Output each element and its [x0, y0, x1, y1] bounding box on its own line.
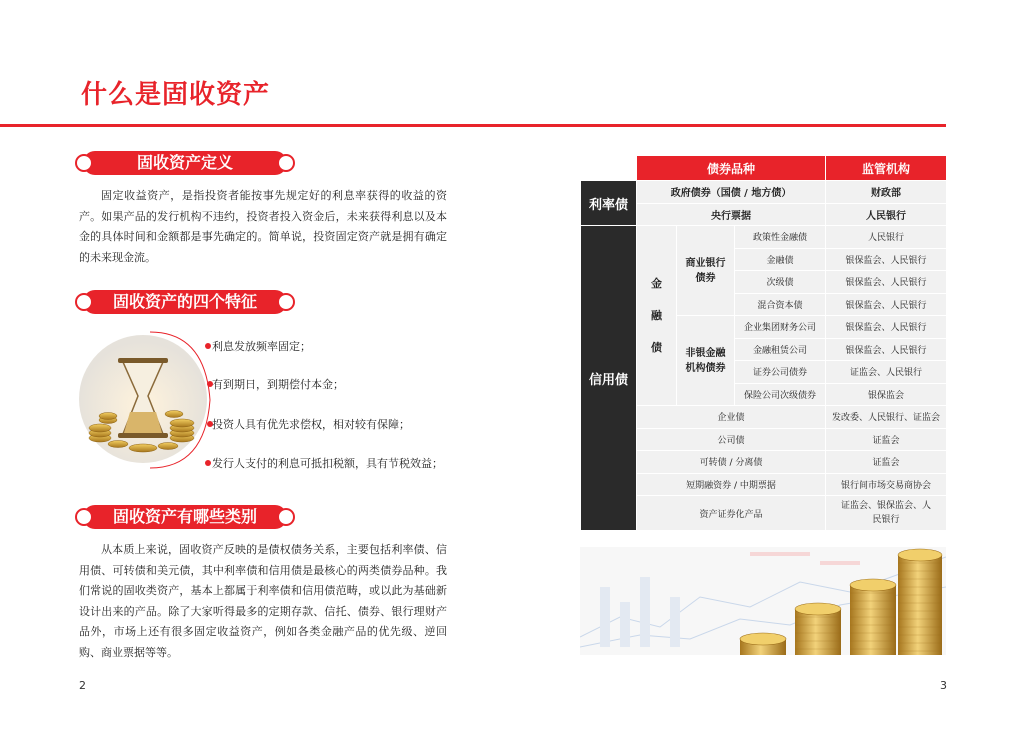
non-bank-bond-label: 非银金融机构债券	[677, 316, 735, 406]
table-cell: 证监会、人民银行	[826, 361, 947, 384]
feature-item: 投资人具有优先求偿权，相对较有保障；	[212, 418, 410, 431]
table-cell-text: 金	[651, 276, 662, 290]
table-cell-text: 融	[651, 308, 662, 322]
table-cell: 人民银行	[826, 203, 947, 226]
page-title: 什么是固收资产	[81, 80, 271, 110]
commercial-bank-bond-label: 商业银行债券	[677, 226, 735, 316]
table-cell: 资产证券化产品	[637, 496, 826, 531]
table-cell: 银保监会、人民银行	[826, 316, 947, 339]
definition-paragraph: 固定收益资产，是指投资者能按事先规定好的利息率获得的收益的资产。如果产品的发行机构不违约，投资者投入资金后，未来获得利息以及本金的具体时间和金额都是事先确定的。简单说，投资固定资产就是拥有确定的未来现金流。	[79, 189, 447, 264]
section-heading-categories	[83, 505, 287, 529]
table-cell: 人民银行	[826, 226, 947, 249]
rate-bond-label: 利率债	[581, 181, 637, 226]
table-cell: 银保监会、人民银行	[826, 338, 947, 361]
table-cell: 证监会	[826, 451, 947, 474]
feature-item: 发行人支付的利息可抵扣税额，具有节税效益；	[212, 457, 443, 470]
coin-stacks-photo	[580, 547, 946, 655]
section-heading-text: 固收资产的四个特征	[112, 292, 257, 311]
table-cell: 政府债券（国债 / 地方债）	[637, 181, 826, 204]
table-cell: 金融租赁公司	[735, 338, 826, 361]
table-cell: 公司债	[637, 428, 826, 451]
page-number-right: 3	[940, 679, 947, 692]
feature-item: 利息发放频率固定；	[212, 340, 311, 353]
table-row	[581, 226, 947, 249]
table-cell: 银保监会、人民银行	[826, 293, 947, 316]
credit-bond-label: 信用债	[581, 226, 637, 531]
features-connector-arc	[150, 330, 220, 470]
table-cell: 企业集团财务公司	[735, 316, 826, 339]
table-cell: 财政部	[826, 181, 947, 204]
table-cell: 银行间市场交易商协会	[826, 473, 947, 496]
table-cell: 发改委、人民银行、证监会	[826, 406, 947, 429]
financial-bond-label	[637, 226, 677, 406]
table-header-regulator: 监管机构	[826, 156, 947, 181]
table-cell: 可转债 / 分离债	[637, 451, 826, 474]
table-cell: 金融债	[735, 248, 826, 271]
table-cell: 保险公司次级债券	[735, 383, 826, 406]
table-cell: 银保监会、人民银行	[826, 271, 947, 294]
table-cell: 证监会	[826, 428, 947, 451]
section-heading-features	[83, 290, 287, 314]
feature-item: 有到期日，到期偿付本金；	[212, 378, 344, 391]
table-cell: 政策性金融债	[735, 226, 826, 249]
table-cell: 次级债	[735, 271, 826, 294]
bond-category-table	[580, 155, 947, 531]
feature-bullet	[205, 343, 211, 349]
table-cell: 央行票据	[637, 203, 826, 226]
table-cell: 银保监会	[826, 383, 947, 406]
table-cell: 银保监会、人民银行	[826, 248, 947, 271]
table-header-variety: 债券品种	[637, 156, 826, 181]
title-divider	[0, 124, 946, 127]
section-heading-definition	[83, 151, 287, 175]
table-cell: 短期融资券 / 中期票据	[637, 473, 826, 496]
page-number-left: 2	[79, 679, 86, 692]
categories-paragraph: 从本质上来说，固收资产反映的是债权债务关系，主要包括利率债、信用债、可转债和美元债，其中利率债和信用债是最核心的两类债券品种。我们常说的固收类资产，基本上都属于利率债和信用债范畴，或以此为基础新设计出来的产品。除了大家听得最多的定期存款、信托、债券、银行理财产品外，市场上还有很多固定收益资产，例如各类金融产品的优先级、逆回购、商业票据等等。	[79, 543, 447, 659]
table-row	[581, 181, 947, 204]
table-cell: 混合资本债	[735, 293, 826, 316]
feature-bullet	[205, 460, 211, 466]
table-cell: 证监会、银保监会、人民银行	[826, 496, 947, 531]
section-heading-text: 固收资产有哪些类别	[112, 507, 257, 526]
table-cell: 证券公司债券	[735, 361, 826, 384]
section-heading-text: 固收资产定义	[136, 153, 233, 172]
table-cell: 企业债	[637, 406, 826, 429]
table-header	[581, 156, 637, 181]
table-cell-text: 债	[651, 340, 662, 354]
